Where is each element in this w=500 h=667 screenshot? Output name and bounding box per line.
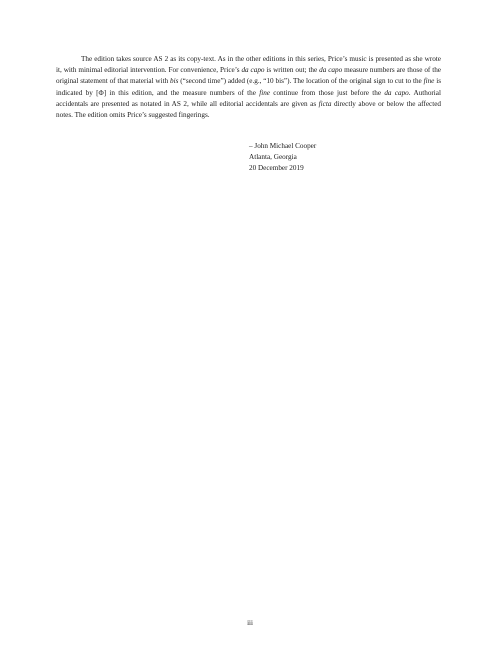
para-text: (“second time”) added (e.g., “10 bis”). The location of the original sign to cut to the [178, 77, 424, 86]
signature-place: Atlanta, Georgia [249, 152, 297, 161]
para-italic: da capo [319, 66, 343, 75]
signature-name: – John Michael Cooper [249, 142, 317, 150]
para-text: is written out; the [264, 66, 320, 75]
para-italic: da capo [241, 66, 265, 75]
para-italic: ficta [318, 99, 332, 108]
para-text: The edition takes source AS 2 as its copy-text. As in the other editions in this series, Price’s music is presented as she wrote it, with minimal editorial intervention. For convenience, Price’s [56, 55, 441, 75]
para-text: directly above or below the affected notes. The edition omits Price’s suggested fingerings. [56, 99, 441, 120]
signature-block [249, 141, 439, 173]
para-text: is indicated by [Φ] in this edition, and the measure numbers of the [56, 77, 441, 97]
para-italic: da capo [384, 88, 409, 97]
para-italic: bis [170, 77, 179, 86]
para-italic: fine [423, 77, 435, 86]
para-text: . Authorial accidentals are presented as notated in AS 2, while all editorial accidentals are given as [56, 88, 441, 108]
para-text: continue from those just before the [270, 88, 385, 97]
para-italic: fine [259, 88, 270, 97]
para-text: measure numbers are those of the original statement of that material with [56, 66, 441, 86]
signature-date: 20 December 2019 [249, 163, 304, 172]
editorial-note-paragraph [56, 54, 441, 121]
page-number: iii [247, 619, 253, 627]
